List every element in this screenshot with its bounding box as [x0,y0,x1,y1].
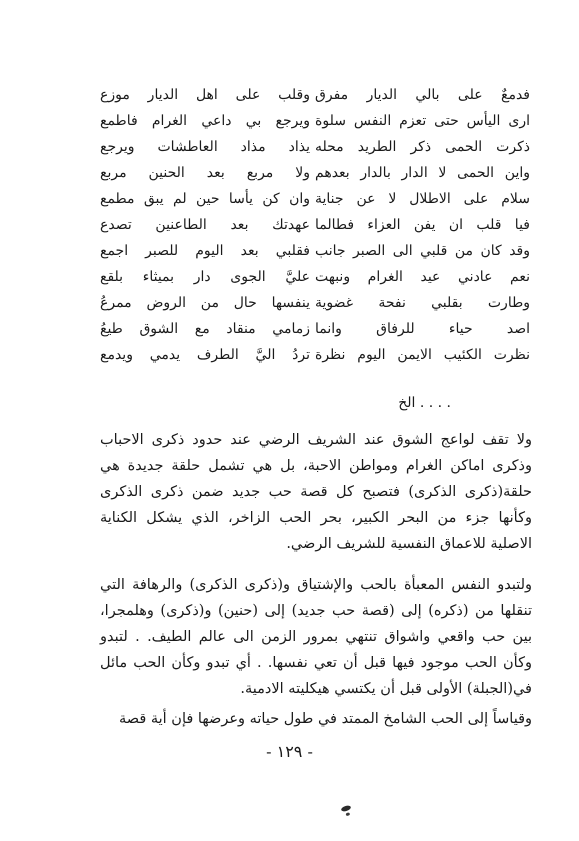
verse-line: عهدتك بعد الطاعنين تصدع [100,217,310,233]
page-number: - ١٢٩ - [266,742,313,761]
poem-block [100,82,530,372]
verse-line: زمامي منقاد مع الشوق طيعُ [100,321,310,337]
ellipsis-marker: . . . . الخ [398,395,451,411]
verse-line: واين الحمى لا الدار بالدار بعدهم [315,165,530,181]
verse-line: وقلب على اهل الديار موزع [100,87,310,103]
verse-line: ذكرت الحمى ذكر الطريد محله [315,139,530,155]
body-paragraph: ولا تقف لواعج الشوق عند الشريف الرضي عند حدود ذكرى الاحباب وذكرى اماكن الغرام ومواطن الاحبة، بل هي تشمل حلقة جديدة هي حلقة(ذكرى الذكرى) فتصبح كل قصة حب جديد ضمن ذكرى الذكرى وكأنها جزء من البحر الكبير، بحر الحب الزاخر، الذي يشكل الكناية الاصلية للاعماق النفسية للشريف الرضي. [100,432,532,552]
verse-line: اصد حياء للرفاق وانما [315,321,530,337]
body-paragraph: وقياساً إلى الحب الشامخ الممتد في طول حياته وعرضها فإن أية قصة [118,711,532,727]
verse-line: عليَّ الجوى دار بميثاء بلقع [100,269,310,285]
ink-smudge [340,805,351,813]
verse-line: وان كن يأسا حين لم يبق مطمع [100,191,310,207]
verse-line: فدمعٌ على بالي الديار مفرق [315,87,530,103]
verse-line: ويرجع بي داعي الغرام فاطمع [100,113,310,129]
verse-line: تردُ اليَّ الطرف يدمي ويدمع [100,347,310,363]
verse-line: فقلبي بعد اليوم للصبر اجمع [100,243,310,259]
verse-line: نعم عادني عيد الغرام ونبهت [315,269,530,285]
poem-left-column [100,82,310,368]
body-paragraph: ولتبدو النفس المعبأة بالحب والإشتياق و(ذكرى الذكرى) والرهافة التي تنقلها من (ذكره) إلى (قصة حب جديد) إلى (حنين) و(ذكرى) وهلمجرا، بين حب واقعي واشواق تنتهي بمرور الزمن الى عالم الطيف. . لتبدو وكأن الحب موجود فيها قبل أن تعي نفسها. . أي تبدو وكأن الحب مائل في(الجبلة) الأولى قبل أن يكتسي هيكليته الادمية. [100,577,532,697]
verse-line: وقد كان من قلبي الى الصبر جانب [315,243,530,259]
verse-line: ينفسها حال من الروض ممرعُ [100,295,310,311]
verse-line: يذاد مذاد العاطشات ويرجع [100,139,310,155]
verse-line: ارى اليأس حتى تعزم النفس سلوة [315,113,530,129]
verse-line: سلام على الاطلال لا عن جناية [315,191,530,207]
verse-line: فيا قلب ان يفن العزاء فطالما [315,217,530,233]
verse-line: وطارت بقلبي نفحة غضوية [315,295,530,311]
verse-line: ولا مربع بعد الحنين مربع [100,165,310,181]
verse-line: نظرت الكئيب الايمن اليوم نظرة [315,347,530,363]
poem-right-column [315,82,530,368]
